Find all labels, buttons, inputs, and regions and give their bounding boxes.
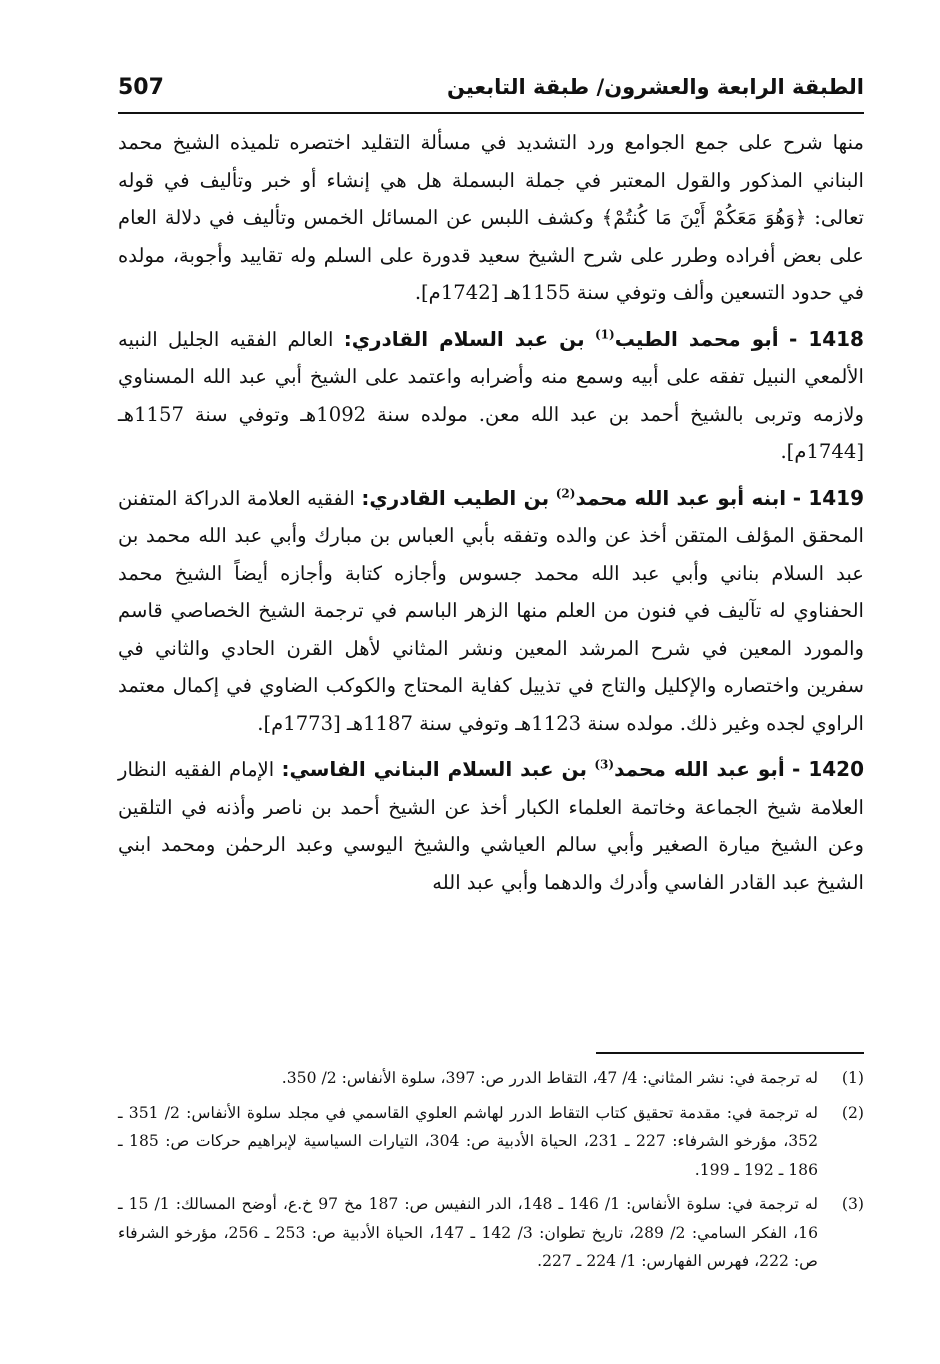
header-title: الطبقة الرابعة والعشرون/ طبقة التابعين [446,75,864,99]
entry-number: 1418 - [788,326,864,351]
footnote-text: له ترجمة في: سلوة الأنفاس: 1/ 146 ـ 148، الدر النفيس ص: 187 مخ 97 خ.ع، أوضح المسالك: 1/ 15 ـ 16، الفكر السامي: 2/ 289، تاريخ تطوان: 3/ 142 ـ 147، الحياة الأدبية ص: 253 ـ 256، مؤرخو الشرفاء ص: 222، فهرس الفهارس: 1/ 224 ـ 227. [118,1195,818,1270]
footnote-mark: (2) [841,1103,864,1122]
page-number: 507 [118,74,164,100]
footnote [118,1064,864,1093]
main-text [118,124,864,901]
entry-name: أبو عبد الله محمد [614,757,785,781]
biography-entry [118,321,864,471]
footnote-separator [596,1052,864,1054]
intro-paragraph: منها شرح على جمع الجوامع ورد التشديد في مسألة التقليد اختصره تلميذه الشيخ محمد البناني المذكور والقول المعتبر في جملة البسملة هل هي إنشاء أو خبر وتأليف في قوله تعالى: ﴿وَهُوَ مَعَكُمْ أَيْنَ مَا كُنتُمْ﴾ وكشف اللبس عن المسائل الخمس وتأليف في دلالة العام على بعض أفراده وطرر على شرح الشيخ سعيد قدورة على السلم وله تقاييد وأجوبة، مولده في حدود التسعين وألف وتوفي سنة 1155هـ [1742م]. [118,131,864,304]
entry-name-continued: بن عبد السلام القادري: [343,326,585,351]
entry-name: ابنه أبو عبد الله محمد [575,485,787,510]
footnotes [118,1064,864,1282]
entry-name-continued: بن عبد السلام البناني الفاسي: [281,757,588,781]
running-header [118,64,864,110]
footnote-mark: (1) [841,1069,864,1087]
footnote-reference[interactable]: (3) [594,757,615,772]
biography-entry [118,751,864,901]
footnote-reference[interactable]: (2) [555,485,576,500]
footnote-text: له ترجمة في: مقدمة تحقيق كتاب التقاط الدرر لهاشم العلوي القاسمي في مجلد سلوة الأنفاس: 2/ 351 ـ 352، مؤرخو الشرفاء: 227 ـ 231، الحياة الأدبية ص: 304، التيارات السياسية لإبراهيم حركات ص: 185 ـ 186 ـ 192 ـ 199. [118,1103,819,1179]
footnote [118,1190,864,1276]
biography-entry [118,480,864,743]
footnote-mark: (3) [841,1195,864,1213]
entry-text: الفقيه العلامة الدراكة المتفنن المحقق المؤلف المتقن أخذ عن والده وتفقه بأبي العباس بن مبارك وأبي عبد الله محمد بن عبد السلام بناني وأبي عبد الله محمد جسوس وأجازه كتابة وأجازه أيضاً الشيخ محمد الحفناوي له تآليف في فنون من العلم منها الزهر الباسم في ترجمة الشيخ الخصاصي قاسم والمورد المعين في شرح المرشد المعين ونشر المثاني لأهل القرن الحادي والثاني في سفرين واختصاره والإكليل والتاج في تذييل كفاية المحتاج والكوكب الضاوي في إكمال معتمد الراوي لجده وغير ذلك. مولده سنة 1123هـ وتوفي سنة 1187هـ [1773م]. [118,486,864,735]
header-rule [118,112,864,114]
entry-text: العالم الفقيه الجليل النبيه الألمعي النبيل تفقه على أبيه وسمع منه وأضرابه واعتمد على الشيخ أبي عبد الله المسناوي ولازمه وتربى بالشيخ أحمد بن عبد الله معن. مولده سنة 1092هـ وتوفي سنة 1157هـ [1744م]. [118,327,864,463]
entry-name-continued: بن الطيب القادري: [361,485,550,510]
footnote [118,1099,864,1185]
footnote-text: له ترجمة في: نشر المثاني: 4/ 47، التقاط الدرر ص: 397، سلوة الأنفاس: 2/ 350. [281,1069,818,1087]
entry-number: 1420 - [792,757,865,781]
entry-name: أبو محمد الطيب [614,326,779,351]
footnote-reference[interactable]: (1) [594,326,615,341]
entry-text: الإمام الفقيه النظار العلامة شيخ الجماعة وخاتمة العلماء الكبار أخذ عن الشيخ أحمد بن ناصر وأذنه في التلقين وعن الشيخ ميارة الصغير وأبي سالم العياشي والشيخ اليوسي وعبد الرحمٰن ومحمد ابني الشيخ عبد القادر الفاسي وأدرك والدهما وأبي عبد الله [118,758,864,894]
entry-number: 1419 - [792,485,864,510]
